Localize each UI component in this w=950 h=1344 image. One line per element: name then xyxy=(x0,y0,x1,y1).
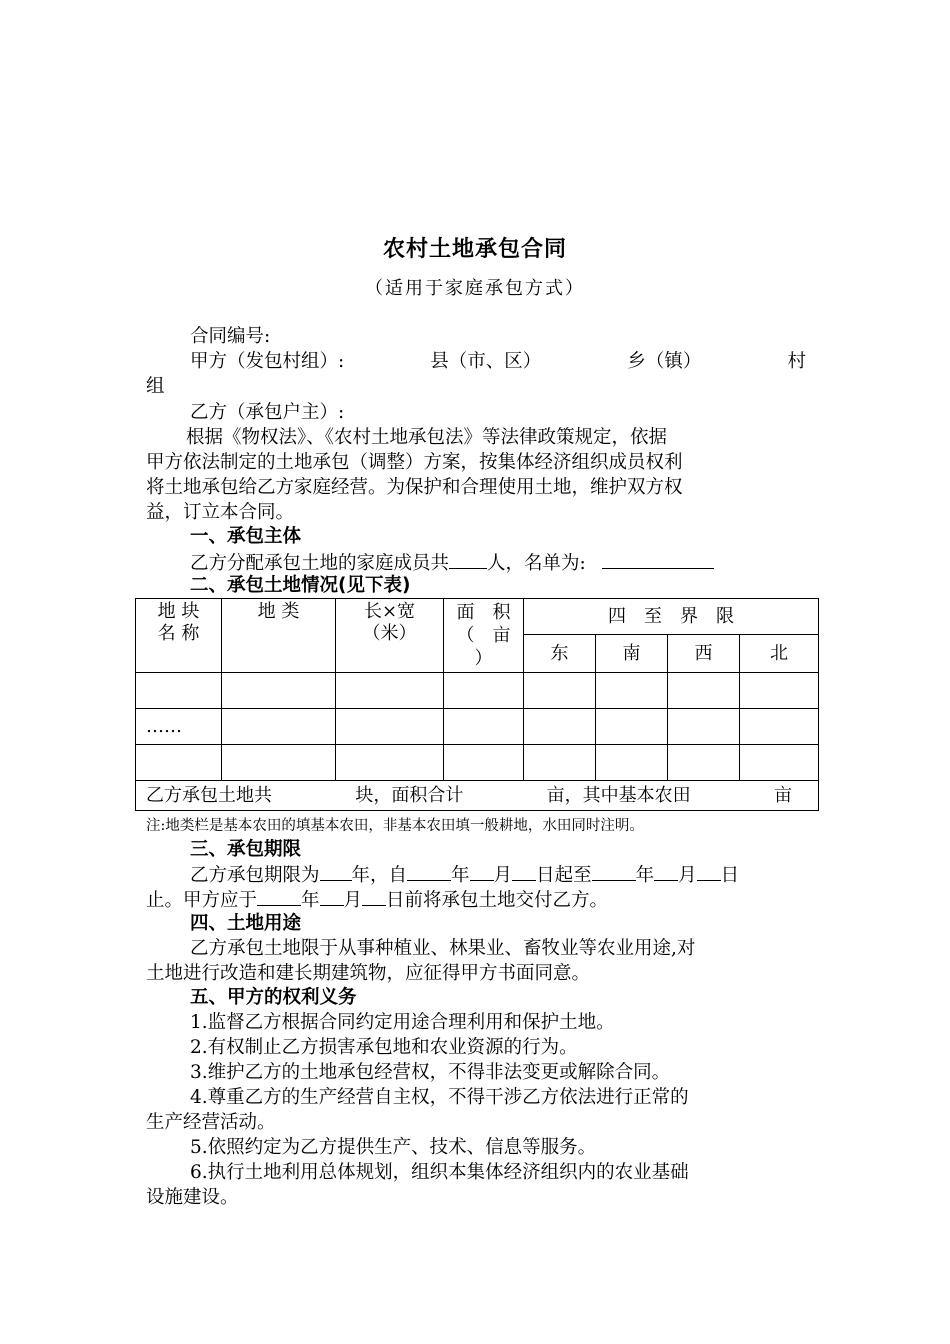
preamble-line-2: 甲方依法制定的土地承包（调整）方案，按集体经济组织成员权利 xyxy=(146,452,683,473)
header-west: 西 xyxy=(668,635,740,673)
term-text: 日前将承包土地交付乙方。 xyxy=(386,890,609,911)
table-cell[interactable] xyxy=(740,709,819,745)
preamble-line-1: 根据《物权法》、《农村土地承包法》等法律政策规定，依据 xyxy=(186,427,668,448)
party-a-county: 县（市、区） xyxy=(430,351,542,372)
table-cell[interactable] xyxy=(596,709,668,745)
table-cell[interactable] xyxy=(524,673,596,709)
table-row xyxy=(136,709,819,745)
header-area: 面 积 （ 亩 ） xyxy=(444,599,524,673)
table-cell[interactable] xyxy=(136,673,222,709)
term-text: 年 xyxy=(635,865,655,886)
section5-heading: 五、甲方的权利义务 xyxy=(190,987,357,1008)
table-cell[interactable] xyxy=(444,709,524,745)
right-item-2: 2.有权制止乙方损害承包地和农业资源的行为。 xyxy=(190,1037,578,1058)
right-item-4: 4.尊重乙方的生产经营自主权，不得干涉乙方依法进行正常的 xyxy=(190,1087,689,1108)
right-item-3: 3.维护乙方的土地承包经营权，不得非法变更或解除合同。 xyxy=(190,1062,671,1083)
term-text: 月 xyxy=(678,865,697,886)
use-line-1: 乙方承包土地限于从事种植业、林果业、畜牧业等农业用途,对 xyxy=(190,938,696,959)
table-cell[interactable] xyxy=(136,745,222,781)
summary-row xyxy=(136,781,819,811)
header-land-type: 地 类 xyxy=(222,599,336,673)
preamble-line-4: 益，订立本合同。 xyxy=(146,502,295,523)
section2-heading: 二、承包土地情况(见下表) xyxy=(190,575,411,596)
term-text: 年 xyxy=(301,890,320,911)
end-month-blank[interactable] xyxy=(654,862,678,881)
members-list-blank[interactable] xyxy=(602,550,714,569)
document-title: 农村土地承包合同 xyxy=(382,237,567,262)
end-year-blank[interactable] xyxy=(592,862,636,881)
table-cell[interactable] xyxy=(336,673,444,709)
party-a-township: 乡（镇） xyxy=(627,351,702,372)
table-cell[interactable] xyxy=(444,673,524,709)
right-item-4-cont: 生产经营活动。 xyxy=(146,1112,276,1133)
term-line-2 xyxy=(146,887,806,913)
table-cell[interactable] xyxy=(222,673,336,709)
term-text: 年 xyxy=(451,865,470,886)
right-item-1: 1.监督乙方根据合同约定用途合理利用和保护土地。 xyxy=(190,1012,615,1033)
party-a-group: 组 xyxy=(146,376,165,397)
end-day-blank[interactable] xyxy=(697,862,721,881)
delivery-month-blank[interactable] xyxy=(320,887,344,906)
header-size: 长×宽 （米） xyxy=(336,599,444,673)
use-line-2: 土地进行改造和建长期建筑物，应征得甲方书面同意。 xyxy=(146,963,591,984)
term-years-blank[interactable] xyxy=(320,862,352,881)
party-a-label: 甲方（发包村组）: xyxy=(190,351,345,372)
header-boundaries: 四 至 界 限 xyxy=(524,599,819,635)
delivery-day-blank[interactable] xyxy=(362,887,386,906)
table-row xyxy=(136,673,819,709)
delivery-year-blank[interactable] xyxy=(257,887,301,906)
table-cell[interactable] xyxy=(222,709,336,745)
party-b-line: 乙方（承包户主）: xyxy=(190,402,345,423)
document-subtitle: （适用于家庭承包方式） xyxy=(365,278,585,299)
contract-number: 合同编号: xyxy=(190,326,271,347)
ellipsis-cell: …… xyxy=(136,709,222,745)
table-cell[interactable] xyxy=(336,709,444,745)
term-text: 月 xyxy=(493,865,513,886)
table-cell[interactable] xyxy=(444,745,524,781)
table-cell[interactable] xyxy=(668,709,740,745)
table-cell[interactable] xyxy=(740,745,819,781)
start-month-blank[interactable] xyxy=(470,862,494,881)
term-line-1 xyxy=(146,862,850,888)
members-label: 乙方分配承包土地的家庭成员共 xyxy=(190,553,450,574)
term-text: 止。甲方应于 xyxy=(146,890,258,911)
party-a-line xyxy=(146,350,806,374)
table-cell[interactable] xyxy=(524,709,596,745)
start-day-blank[interactable] xyxy=(512,862,536,881)
members-count-blank[interactable] xyxy=(449,550,487,569)
right-item-6-cont: 设施建设。 xyxy=(146,1187,239,1208)
land-table xyxy=(135,598,819,811)
members-list-label: 人，名单为: xyxy=(487,553,586,574)
header-east: 东 xyxy=(524,635,596,673)
term-text: 月 xyxy=(343,890,363,911)
header-south: 南 xyxy=(596,635,668,673)
table-cell[interactable] xyxy=(222,745,336,781)
table-row xyxy=(136,745,819,781)
table-cell[interactable] xyxy=(740,673,819,709)
term-text: 乙方承包期限为 xyxy=(190,865,320,886)
summary-basic-farmland-label: 亩，其中基本农田 xyxy=(546,784,691,806)
term-text: 年，自 xyxy=(351,865,408,886)
summary-unit: 亩 xyxy=(773,784,792,806)
start-year-blank[interactable] xyxy=(407,862,451,881)
table-cell[interactable] xyxy=(336,745,444,781)
table-cell[interactable] xyxy=(668,745,740,781)
party-a-village: 村 xyxy=(787,351,806,372)
table-cell[interactable] xyxy=(524,745,596,781)
section3-heading: 三、承包期限 xyxy=(190,839,302,860)
summary-text xyxy=(146,785,792,807)
term-text: 日 xyxy=(720,865,740,886)
section4-heading: 四、土地用途 xyxy=(190,913,302,934)
section1-text xyxy=(146,550,850,576)
table-cell[interactable] xyxy=(596,673,668,709)
section1-heading: 一、承包主体 xyxy=(190,526,302,547)
table-cell[interactable] xyxy=(668,673,740,709)
summary-area-label: 块，面积合计 xyxy=(355,784,464,806)
header-plot-name: 地 块 名 称 xyxy=(136,599,222,673)
term-text: 日起至 xyxy=(536,865,592,886)
preamble-line-3: 将土地承包给乙方家庭经营。为保护和合理使用土地，维护双方权 xyxy=(146,477,683,498)
table-note: 注:地类栏是基本农田的填基本农田，非基本农田填一般耕地，水田同时注明。 xyxy=(146,818,644,834)
summary-plots-label: 乙方承包土地共 xyxy=(146,784,272,806)
table-cell[interactable] xyxy=(596,745,668,781)
right-item-5: 5.依照约定为乙方提供生产、技术、信息等服务。 xyxy=(190,1137,597,1158)
header-north: 北 xyxy=(740,635,819,673)
right-item-6: 6.执行土地利用总体规划，组织本集体经济组织内的农业基础 xyxy=(190,1162,689,1183)
